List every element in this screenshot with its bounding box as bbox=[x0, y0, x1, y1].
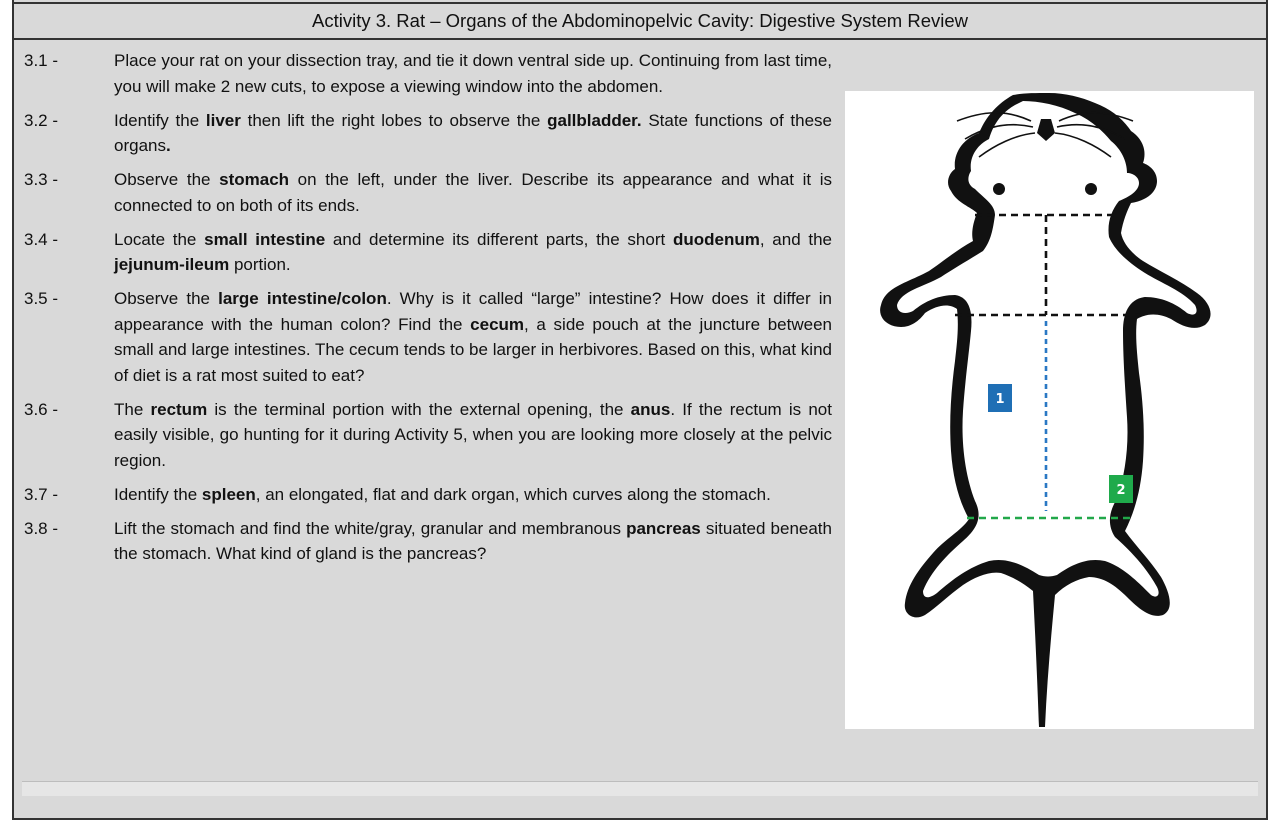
step-text-segment: Locate the bbox=[114, 229, 205, 249]
step-text-segment: Observe the bbox=[114, 170, 220, 189]
step-keyword: duodenum bbox=[672, 229, 760, 249]
step-7 bbox=[24, 482, 832, 508]
step-keyword: stomach bbox=[219, 170, 290, 189]
step-keyword: cecum bbox=[470, 314, 525, 334]
cut-badge-2 bbox=[1109, 475, 1133, 503]
cut-badge-1-label: 1 bbox=[995, 392, 1005, 407]
activity-title: Activity 3. Rat – Organs of the Abdominopelvic Cavity: Digestive System Review bbox=[14, 2, 1266, 40]
step-keyword: jejunum-ileum bbox=[114, 255, 230, 274]
step-text bbox=[114, 111, 832, 156]
step-text-segment: , and the bbox=[759, 229, 832, 249]
activity-panel bbox=[12, 0, 1268, 820]
activity-body bbox=[14, 40, 1266, 816]
step-keyword: pancreas bbox=[626, 518, 701, 538]
step-number: 3.3 - bbox=[24, 170, 59, 189]
step-3 bbox=[24, 167, 832, 218]
step-keyword: anus bbox=[630, 399, 671, 419]
step-keyword: . bbox=[165, 136, 171, 155]
step-text bbox=[114, 485, 771, 504]
rat-eye-left bbox=[993, 183, 1005, 195]
step-5 bbox=[24, 286, 832, 388]
step-text-segment: , a side pouch at the juncture between small and large intestines. The cecum tends to be larger in herbivores. Based on this, what kind of diet is a rat most suited to eat? bbox=[114, 314, 832, 385]
step-number: 3.1 - bbox=[24, 51, 59, 70]
step-text-segment: Identify the bbox=[114, 484, 202, 504]
step-text-segment: Lift the stomach and find the white/gray, granular and membranous bbox=[114, 518, 627, 538]
step-text-segment: State functions of these organs bbox=[114, 110, 832, 155]
step-text-segment: and determine its different parts, the short bbox=[325, 229, 673, 249]
step-text-segment: then lift the right lobes to observe the bbox=[240, 110, 548, 130]
step-text-segment: portion. bbox=[229, 255, 291, 274]
rat-eye-right bbox=[1085, 183, 1097, 195]
step-list bbox=[24, 48, 832, 575]
step-text-segment: . Why is it called “large” intestine? How does it differ in appearance with the human colon? Find the bbox=[114, 289, 833, 334]
step-text-segment: Place your rat on your dissection tray, and tie it down ventral side up. Continuing from last time, you will make 2 new cuts, to expose a viewing window into the abdomen. bbox=[114, 51, 832, 96]
step-number: 3.2 - bbox=[24, 110, 59, 130]
step-text-segment: , an elongated, flat and dark organ, which curves along the stomach. bbox=[255, 484, 771, 504]
step-keyword: gallbladder. bbox=[547, 110, 642, 130]
step-text-segment: The bbox=[114, 399, 151, 419]
step-number: 3.7 - bbox=[24, 484, 59, 504]
step-text bbox=[114, 170, 832, 215]
step-text-segment: . If the rectum is not easily visible, go hunting for it during Activity 5, when you are looking more closely at the pelvic region. bbox=[114, 399, 832, 470]
rat-dissection-figure bbox=[845, 91, 1254, 729]
step-text-segment: on the left, under the liver. Describe its appearance and what it is connected to on both of its ends. bbox=[114, 170, 833, 215]
step-1 bbox=[24, 48, 832, 99]
step-keyword: liver bbox=[205, 110, 241, 130]
step-number: 3.6 - bbox=[24, 399, 59, 419]
step-4 bbox=[24, 227, 832, 278]
step-keyword: small intestine bbox=[204, 229, 326, 249]
step-keyword: spleen bbox=[201, 484, 256, 504]
step-keyword: large intestine/colon bbox=[218, 289, 387, 308]
step-text bbox=[114, 230, 832, 275]
step-text-segment: Identify the bbox=[114, 110, 206, 130]
step-text-segment: situated beneath the stomach. What kind of gland is the pancreas? bbox=[114, 518, 832, 563]
step-number: 3.5 - bbox=[24, 289, 59, 308]
step-2 bbox=[24, 108, 832, 159]
step-number: 3.4 - bbox=[24, 229, 59, 249]
step-text bbox=[114, 400, 832, 470]
cut-badge-1 bbox=[988, 384, 1012, 412]
step-keyword: rectum bbox=[150, 399, 208, 419]
step-text bbox=[114, 519, 832, 564]
step-text bbox=[114, 289, 832, 385]
step-number: 3.8 - bbox=[24, 518, 59, 538]
step-6 bbox=[24, 397, 832, 474]
step-text-segment: is the terminal portion with the external opening, the bbox=[207, 399, 631, 419]
rat-illustration bbox=[845, 91, 1254, 729]
step-8 bbox=[24, 516, 832, 567]
step-text-segment: Observe the bbox=[114, 289, 219, 308]
step-text bbox=[114, 51, 832, 96]
answer-area-divider bbox=[22, 781, 1258, 796]
cut-badge-2-label: 2 bbox=[1116, 483, 1126, 498]
